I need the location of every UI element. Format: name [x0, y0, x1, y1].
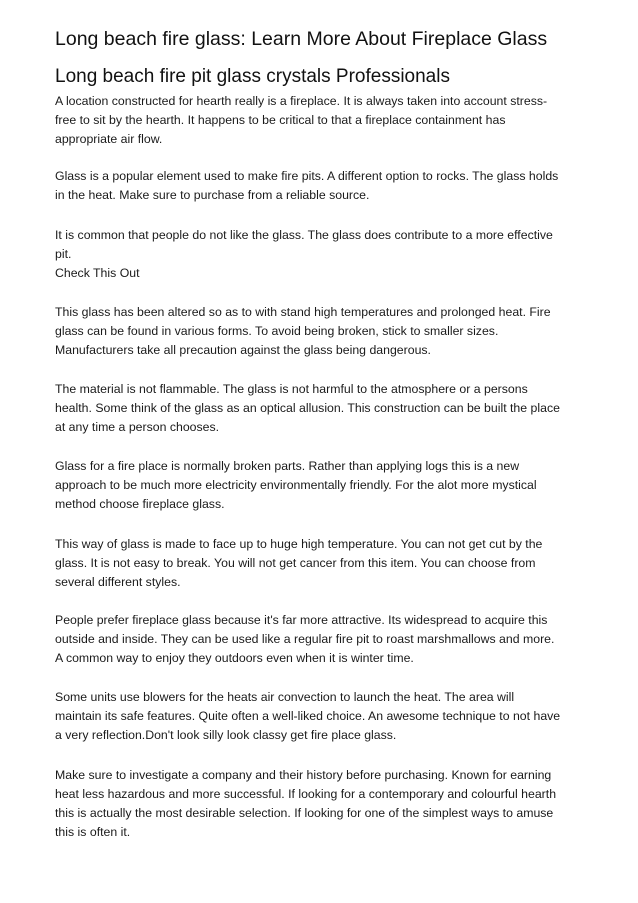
paragraph-line: glass. It is not easy to break. You will not get cancer from this item. You can choose from: [55, 556, 536, 570]
paragraph-line: The material is not flammable. The glass is not harmful to the atmosphere or a persons: [55, 382, 528, 396]
paragraph-4: [55, 303, 585, 360]
paragraph-line: free to sit by the hearth. It happens to be critical to that a fireplace containment has: [55, 113, 506, 127]
paragraph-1: [55, 92, 585, 149]
paragraph-6: [55, 457, 585, 514]
paragraph-line: appropriate air flow.: [55, 132, 163, 146]
paragraph-line: heat less hazardous and more successful. If looking for a contemporary and colourful hearth: [55, 787, 557, 801]
paragraph-5: [55, 380, 585, 437]
paragraph-line: this is often it.: [55, 825, 131, 839]
paragraph-line: approach to be much more electricity environmentally friendly. For the alot more mystical: [55, 478, 537, 492]
paragraph-line: health. Some think of the glass as an optical allusion. This construction can be built the place: [55, 401, 560, 415]
paragraph-line: A location constructed for hearth really is a fireplace. It is always taken into account stress-: [55, 94, 548, 108]
paragraph-line: method choose fireplace glass.: [55, 497, 225, 511]
check-this-out-link[interactable]: Check This Out: [55, 266, 140, 280]
paragraph-9: [55, 688, 585, 745]
paragraph-line: outside and inside. They can be used like a regular fire pit to roast marshmallows and more.: [55, 632, 555, 646]
paragraph-line: A common way to enjoy they outdoors even when it is winter time.: [55, 651, 414, 665]
page-title: Long beach fire glass: Learn More About Fireplace Glass: [55, 28, 548, 50]
paragraph-3: [55, 226, 585, 283]
paragraph-line: pit.: [55, 247, 72, 261]
paragraph-line: in the heat. Make sure to purchase from a reliable source.: [55, 188, 370, 202]
paragraph-8: [55, 611, 585, 668]
paragraph-line: at any time a person chooses.: [55, 420, 220, 434]
paragraph-line: several different styles.: [55, 575, 181, 589]
paragraph-10: [55, 766, 585, 842]
paragraph-7: [55, 535, 585, 592]
paragraph-line: maintain its safe features. Quite often a well-liked choice. An awesome technique to not have: [55, 709, 561, 723]
paragraph-line: This way of glass is made to face up to huge high temperature. You can not get cut by the: [55, 537, 543, 551]
page-subtitle: Long beach fire pit glass crystals Professionals: [55, 66, 450, 87]
paragraph-line: Glass is a popular element used to make fire pits. A different option to rocks. The glass holds: [55, 169, 559, 183]
paragraph-line: Manufacturers take all precaution against the glass being dangerous.: [55, 343, 431, 357]
paragraph-line: People prefer fireplace glass because it's far more attractive. Its widespread to acquire this: [55, 613, 548, 627]
paragraph-line: a very reflection.Don't look silly look classy get fire place glass.: [55, 728, 397, 742]
paragraph-line: Glass for a fire place is normally broken parts. Rather than applying logs this is a new: [55, 459, 520, 473]
paragraph-line: Make sure to investigate a company and their history before purchasing. Known for earning: [55, 768, 552, 782]
paragraph-line: this is actually the most desirable selection. If looking for one of the simplest ways to amuse: [55, 806, 554, 820]
paragraph-line: Some units use blowers for the heats air convection to launch the heat. The area will: [55, 690, 515, 704]
paragraph-line: This glass has been altered so as to with stand high temperatures and prolonged heat. Fire: [55, 305, 551, 319]
paragraph-line: glass can be found in various forms. To avoid being broken, stick to smaller sizes.: [55, 324, 499, 338]
paragraph-line: It is common that people do not like the glass. The glass does contribute to a more effective: [55, 228, 553, 242]
paragraph-2: [55, 167, 585, 205]
